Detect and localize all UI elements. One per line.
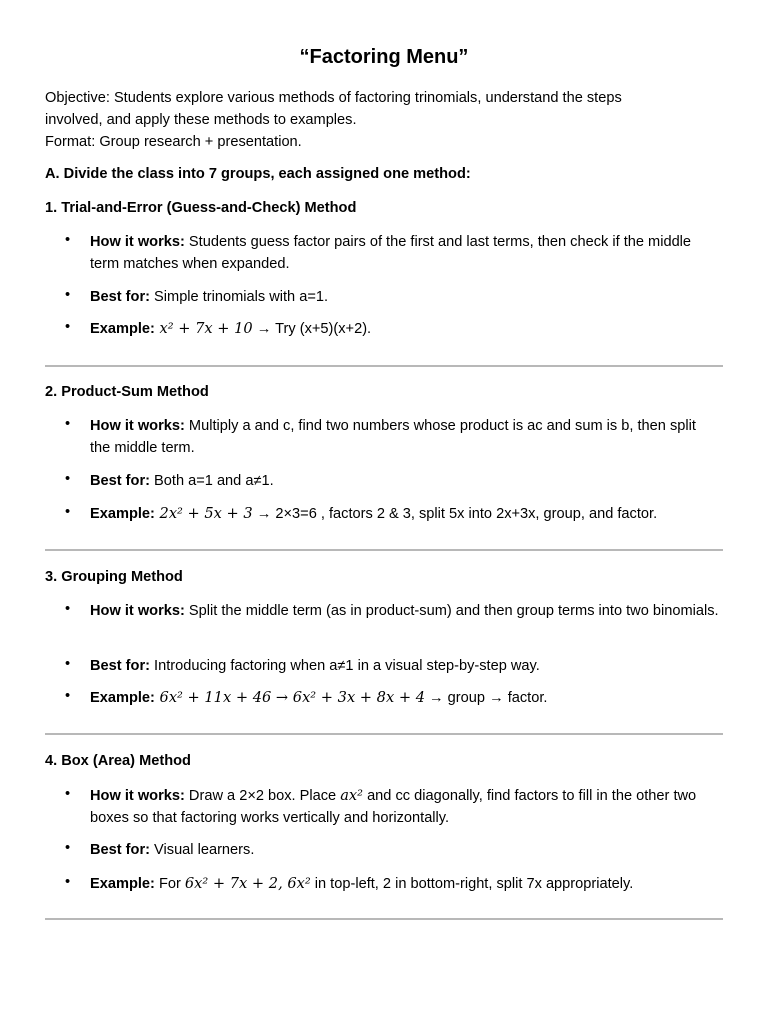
intro-block [45,87,725,153]
how-label: How it works: [90,234,185,250]
section-divider [45,733,723,735]
example-math: 6x² + 11x + 46 → 6x² + 3x + 8x + 4 [154,689,425,706]
best-label: Best for: [90,658,150,674]
section-divider [45,365,723,367]
example-label: Example: [90,506,155,522]
example-label: Example: [90,690,155,706]
how-text: Students guess factor pairs of the first and last terms, then check if the middle term matches when expanded. [90,234,692,272]
example-text: → 2×3=6 , factors 2 & 3, split 5x into 2x+3x, group, and factor. [252,506,658,522]
how-pre: Draw a 2×2 box. Place [184,788,341,804]
how-label: How it works: [90,418,185,434]
method-1-heading: 1. Trial-and-Error (Guess-and-Check) Method [45,200,357,216]
how-text: and cc diagonally, find factors to fill in the other two boxes so that factoring works vertically and horizontally. [90,788,697,826]
bullet-icon: • [65,319,71,335]
how-text: Multiply a and c, find two numbers whose product is ac and sum is b, then split the middle term. [90,418,696,456]
example-math: x² + 7x + 10 [154,320,253,337]
method-3-example [90,687,720,709]
method-2-example [90,503,720,525]
section-divider [45,549,723,551]
bullet-icon: • [65,601,71,617]
method-2-heading: 2. Product-Sum Method [45,384,209,400]
example-label: Example: [90,876,155,892]
bullet-icon: • [65,656,71,672]
best-text: Visual learners. [150,842,255,858]
method-2-how [90,415,720,459]
example-text: in top-left, 2 in bottom-right, split 7x appropriately. [310,876,634,892]
example-label: Example: [90,321,155,337]
bullet-icon: • [65,287,71,303]
best-label: Best for: [90,289,150,305]
section-divider [45,918,723,920]
how-math: ax² [340,787,364,804]
method-1-best [90,286,720,308]
method-3-how [90,600,720,622]
best-text: Introducing factoring when a≠1 in a visual step-by-step way. [150,658,540,674]
bullet-icon: • [65,232,71,248]
best-text: Simple trinomials with a=1. [150,289,329,305]
method-1-example [90,318,720,340]
bullet-icon: • [65,688,71,704]
example-math: 2x² + 5x + 3 [154,505,253,522]
example-math: 6x² + 7x + 2, 6x² [184,875,311,892]
section-a-heading: A. Divide the class into 7 groups, each assigned one method: [45,166,471,182]
method-2-best [90,470,720,492]
bullet-icon: • [65,416,71,432]
example-pre: For [154,876,185,892]
best-label: Best for: [90,842,150,858]
bullet-icon: • [65,471,71,487]
format-line: Format: Group research + presentation. [45,134,302,150]
method-1-how [90,231,720,275]
bullet-icon: • [65,874,71,890]
how-label: How it works: [90,788,185,804]
how-label: How it works: [90,603,185,619]
bullet-icon: • [65,840,71,856]
bullet-icon: • [65,504,71,520]
page-title: “Factoring Menu” [299,46,469,68]
how-text: Split the middle term (as in product-sum) and then group terms into two binomials. [184,603,719,619]
objective-line-1: Objective: Students explore various methods of factoring trinomials, understand the steps [45,90,622,106]
example-text: → Try (x+5)(x+2). [252,321,372,337]
method-4-best [90,839,720,861]
method-4-heading: 4. Box (Area) Method [45,753,191,769]
method-3-heading: 3. Grouping Method [45,569,183,585]
best-text: Both a=1 and a≠1. [150,473,274,489]
method-4-how [90,785,720,829]
best-label: Best for: [90,473,150,489]
example-text: → group → factor. [424,690,548,706]
method-4-example [90,873,720,895]
method-3-best [90,655,720,677]
bullet-icon: • [65,786,71,802]
objective-line-2: involved, and apply these methods to examples. [45,112,357,128]
